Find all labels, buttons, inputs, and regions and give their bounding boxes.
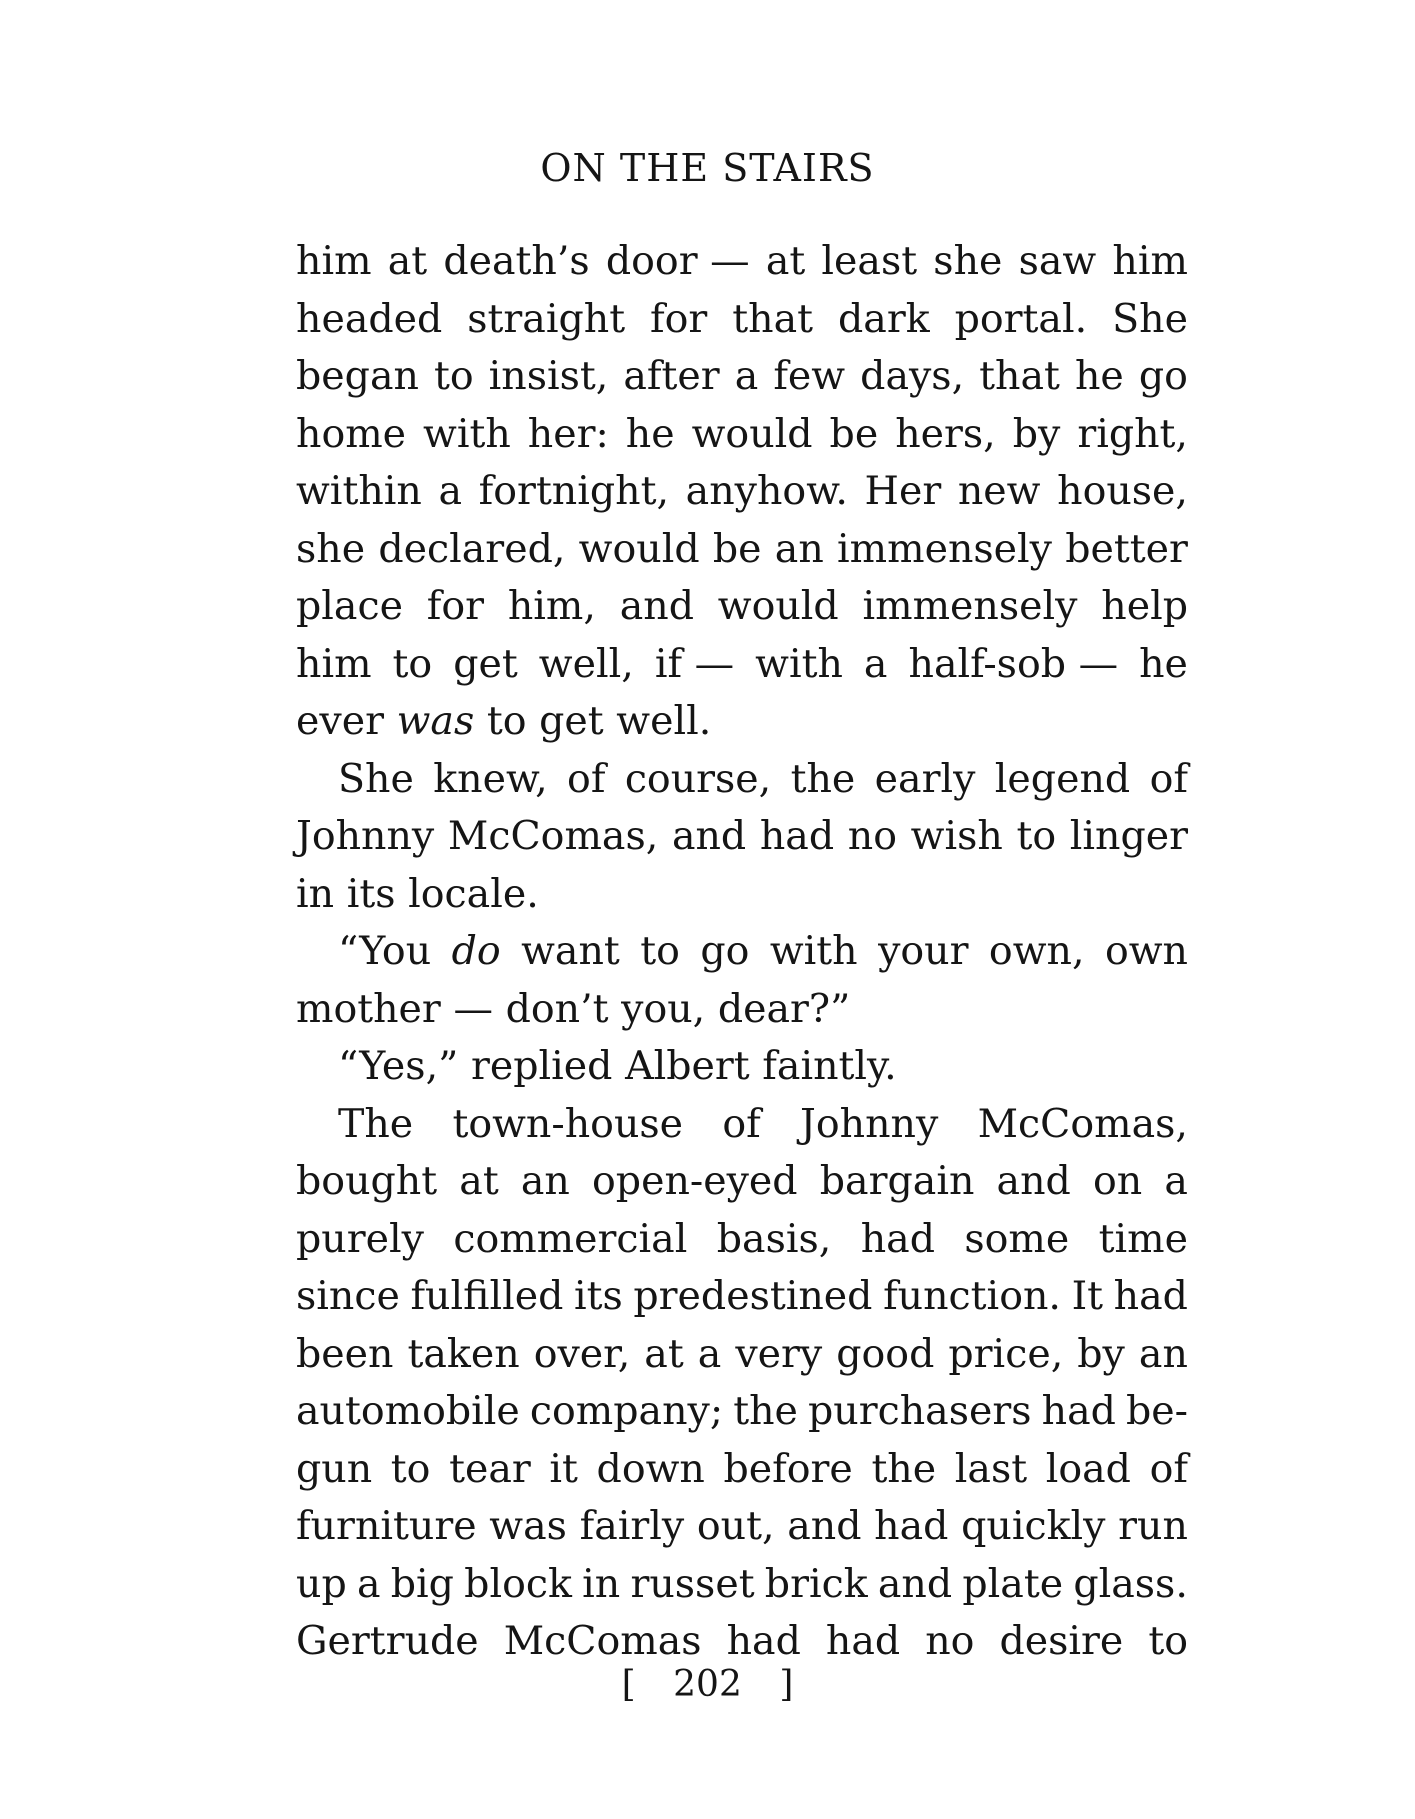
word: an: [520, 1158, 570, 1204]
word: faintly.: [762, 1043, 897, 1089]
word: replied: [470, 1043, 613, 1089]
word: bargain: [819, 1158, 975, 1204]
word: Her: [864, 468, 942, 514]
text-line: [296, 693, 1188, 751]
word: few: [773, 353, 846, 399]
word: basis,: [716, 1215, 832, 1262]
text-line: [296, 521, 1188, 579]
word: he: [625, 410, 675, 457]
word: mother: [296, 985, 441, 1032]
word: had: [874, 1503, 949, 1549]
word: McComas,: [447, 813, 659, 859]
word: plate: [962, 1560, 1064, 1607]
word: at: [765, 238, 806, 284]
word: to: [486, 698, 527, 744]
text-line: [296, 406, 1188, 464]
word: saw: [1018, 238, 1097, 284]
word: he: [1139, 640, 1188, 687]
word: him: [1112, 238, 1188, 284]
word: she: [933, 238, 1003, 284]
word: least: [821, 238, 918, 284]
word: get: [453, 640, 518, 687]
word: a: [1164, 1158, 1188, 1204]
word: down: [596, 1445, 705, 1492]
word: since: [296, 1273, 400, 1319]
text-line: [296, 1153, 1188, 1211]
word: to: [1016, 813, 1057, 859]
word: price,: [948, 1330, 1064, 1377]
word: dear?”: [717, 985, 851, 1032]
word: Gertrude: [296, 1618, 479, 1664]
word: had: [860, 1215, 935, 1262]
word: by: [1012, 410, 1061, 457]
word: house,: [1057, 468, 1188, 514]
word: with: [755, 640, 843, 687]
word: within: [296, 468, 422, 514]
word: your: [878, 928, 969, 974]
word: Albert: [625, 1043, 750, 1089]
word: on: [1092, 1158, 1143, 1204]
word: no: [847, 813, 898, 859]
word: him,: [507, 583, 596, 629]
word: purely: [296, 1215, 424, 1262]
word: the: [733, 1388, 798, 1434]
body-text: [296, 233, 1188, 1671]
word: legend: [994, 755, 1131, 802]
text-line: [296, 463, 1188, 521]
word: fairly: [579, 1503, 685, 1549]
word: fulfilled: [410, 1273, 564, 1319]
page-number: [0, 1663, 1415, 1707]
word: at: [387, 238, 428, 284]
word: before: [723, 1445, 853, 1492]
word: a: [697, 1330, 722, 1377]
word: —: [453, 985, 493, 1032]
word: for: [650, 295, 708, 342]
word: go: [1138, 353, 1188, 399]
word: McComas: [503, 1618, 702, 1664]
word: after: [623, 353, 720, 399]
word: dark: [837, 295, 930, 342]
word: very: [735, 1330, 823, 1377]
text-line: [296, 1441, 1188, 1499]
word: straight: [467, 295, 626, 342]
word: desire: [999, 1618, 1124, 1664]
word: with: [423, 410, 511, 457]
word: gun: [296, 1445, 373, 1492]
word: anyhow.: [685, 468, 848, 514]
word: a: [356, 1560, 381, 1607]
word: run: [1118, 1503, 1188, 1549]
word: russet: [630, 1560, 755, 1607]
text-line: [296, 981, 1188, 1039]
word: to: [1148, 1618, 1188, 1664]
word: well.: [616, 698, 712, 744]
word: you,: [621, 985, 706, 1032]
word: had: [825, 1618, 901, 1664]
text-line: [296, 923, 1188, 981]
word: was: [396, 698, 475, 744]
word: with: [769, 928, 858, 974]
word: its: [346, 870, 396, 917]
word: days,: [860, 353, 965, 399]
word: door —: [605, 238, 750, 284]
word: Johnny: [800, 1100, 939, 1147]
word: purchasers: [808, 1388, 1032, 1434]
word: last: [954, 1445, 1028, 1492]
word: time: [1098, 1215, 1188, 1262]
word: its: [574, 1273, 623, 1319]
word: furniture: [296, 1503, 477, 1549]
word: had: [1113, 1273, 1188, 1319]
word: commercial: [453, 1215, 688, 1262]
text-line: [296, 866, 1188, 924]
word: a: [863, 640, 888, 687]
word: would: [717, 583, 839, 629]
word: at: [459, 1158, 499, 1204]
word: glass.: [1073, 1560, 1188, 1607]
word: predestined: [633, 1273, 873, 1319]
word: new: [957, 468, 1041, 514]
text-line: [296, 1096, 1188, 1154]
word: taken: [407, 1330, 520, 1377]
word: immensely: [837, 525, 1053, 572]
word: to: [390, 1445, 431, 1492]
word: quickly: [961, 1503, 1106, 1549]
text-line: [296, 1326, 1188, 1384]
word: in: [582, 1560, 621, 1607]
word: course,: [624, 755, 772, 802]
word: had: [1041, 1388, 1116, 1434]
word: want: [521, 928, 620, 974]
word: company;: [529, 1388, 724, 1434]
text-line: [296, 1556, 1188, 1614]
word: home: [296, 410, 407, 457]
word: town-house: [452, 1100, 684, 1147]
word: some: [964, 1215, 1070, 1262]
word: to: [392, 640, 433, 687]
word: of: [1149, 1445, 1188, 1492]
word: ever: [296, 698, 384, 744]
word: automobile: [296, 1388, 520, 1434]
word: portal.: [954, 295, 1088, 342]
word: place: [296, 583, 403, 629]
word: that: [979, 353, 1060, 399]
word: she: [296, 525, 366, 572]
word: better: [1065, 525, 1188, 572]
word: bought: [296, 1158, 438, 1204]
word: at: [644, 1330, 684, 1377]
text-line: [296, 751, 1188, 809]
word: half-sob —: [908, 640, 1119, 687]
word: her:: [527, 410, 609, 457]
word: knew,: [433, 755, 548, 802]
word: that: [732, 295, 814, 342]
text-line: [296, 233, 1188, 291]
word: Johnny: [296, 813, 435, 859]
word: of: [722, 1100, 761, 1147]
word: no: [925, 1618, 975, 1664]
folio-close-bracket: ]: [779, 1664, 794, 1705]
word: for: [426, 583, 485, 629]
word: help: [1101, 583, 1188, 629]
word: early: [874, 755, 976, 802]
word: if —: [654, 640, 735, 687]
text-line: [296, 348, 1188, 406]
word: be-: [1125, 1388, 1188, 1434]
word: had: [759, 813, 835, 859]
word: and: [877, 1560, 953, 1607]
word: and: [671, 813, 747, 859]
word: linger: [1069, 813, 1188, 859]
word: it: [549, 1445, 578, 1492]
word: of: [567, 755, 606, 802]
word: and: [787, 1503, 862, 1549]
word: immensely: [862, 583, 1078, 629]
word: had: [726, 1618, 801, 1664]
word: would: [578, 525, 700, 572]
word: a: [734, 353, 759, 399]
word: own,: [988, 928, 1085, 974]
word: to: [640, 928, 680, 974]
word: McComas,: [977, 1100, 1188, 1147]
word: locale.: [408, 870, 539, 917]
word: the: [790, 755, 856, 802]
word: wish: [910, 813, 1003, 859]
word: well,: [538, 640, 634, 687]
word: an: [774, 525, 824, 572]
word: and: [619, 583, 694, 629]
word: in: [296, 870, 335, 917]
word: fortnight,: [478, 468, 670, 514]
word: insist,: [488, 353, 609, 399]
word: do: [451, 928, 501, 974]
word: block: [464, 1560, 572, 1607]
word: don’t: [505, 985, 609, 1032]
text-line: [296, 1498, 1188, 1556]
word: be: [712, 525, 762, 572]
word: declared,: [378, 525, 566, 572]
word: death’s: [443, 238, 590, 284]
folio-number: 202: [673, 1664, 742, 1705]
word: It: [1071, 1273, 1104, 1319]
text-line: [296, 1211, 1188, 1269]
text-line: [296, 578, 1188, 636]
word: tear: [449, 1445, 531, 1492]
word: been: [296, 1330, 394, 1377]
word: good: [836, 1330, 935, 1377]
text-line: [296, 636, 1188, 694]
word: of: [1149, 755, 1188, 802]
word: out,: [696, 1503, 775, 1549]
word: get: [539, 698, 604, 744]
word: headed: [296, 295, 443, 342]
word: the: [871, 1445, 937, 1492]
word: big: [390, 1560, 454, 1607]
word: The: [338, 1100, 414, 1147]
word: over,: [533, 1330, 631, 1377]
word: he: [1074, 353, 1124, 399]
word: brick: [764, 1560, 868, 1607]
word: She: [338, 755, 414, 802]
word: She: [1112, 295, 1188, 342]
word: up: [296, 1560, 347, 1607]
word: to: [433, 353, 474, 399]
word: was: [489, 1503, 567, 1549]
word: go: [700, 928, 750, 974]
word: “Yes,”: [338, 1043, 459, 1089]
word: own: [1104, 928, 1188, 974]
text-line: [296, 1383, 1188, 1441]
word: him: [296, 640, 372, 687]
folio-open-bracket: [: [621, 1664, 636, 1705]
running-head: ON THE STAIRS: [540, 146, 875, 190]
word: an: [1138, 1330, 1188, 1377]
word: open-eyed: [592, 1158, 798, 1204]
text-line: [296, 1613, 1188, 1671]
word: by: [1077, 1330, 1125, 1377]
word: him: [296, 238, 372, 284]
word: hers,: [895, 410, 996, 457]
word: would: [691, 410, 813, 457]
word: function.: [883, 1273, 1061, 1319]
text-line: [296, 1038, 1188, 1096]
text-line: [296, 291, 1188, 349]
word: and: [996, 1158, 1071, 1204]
text-line: [296, 808, 1188, 866]
word: right,: [1077, 410, 1188, 457]
word: “You: [338, 928, 432, 974]
word: a: [438, 468, 463, 514]
text-line: [296, 1268, 1188, 1326]
word: began: [296, 353, 419, 399]
word: be: [829, 410, 879, 457]
word: load: [1045, 1445, 1131, 1492]
